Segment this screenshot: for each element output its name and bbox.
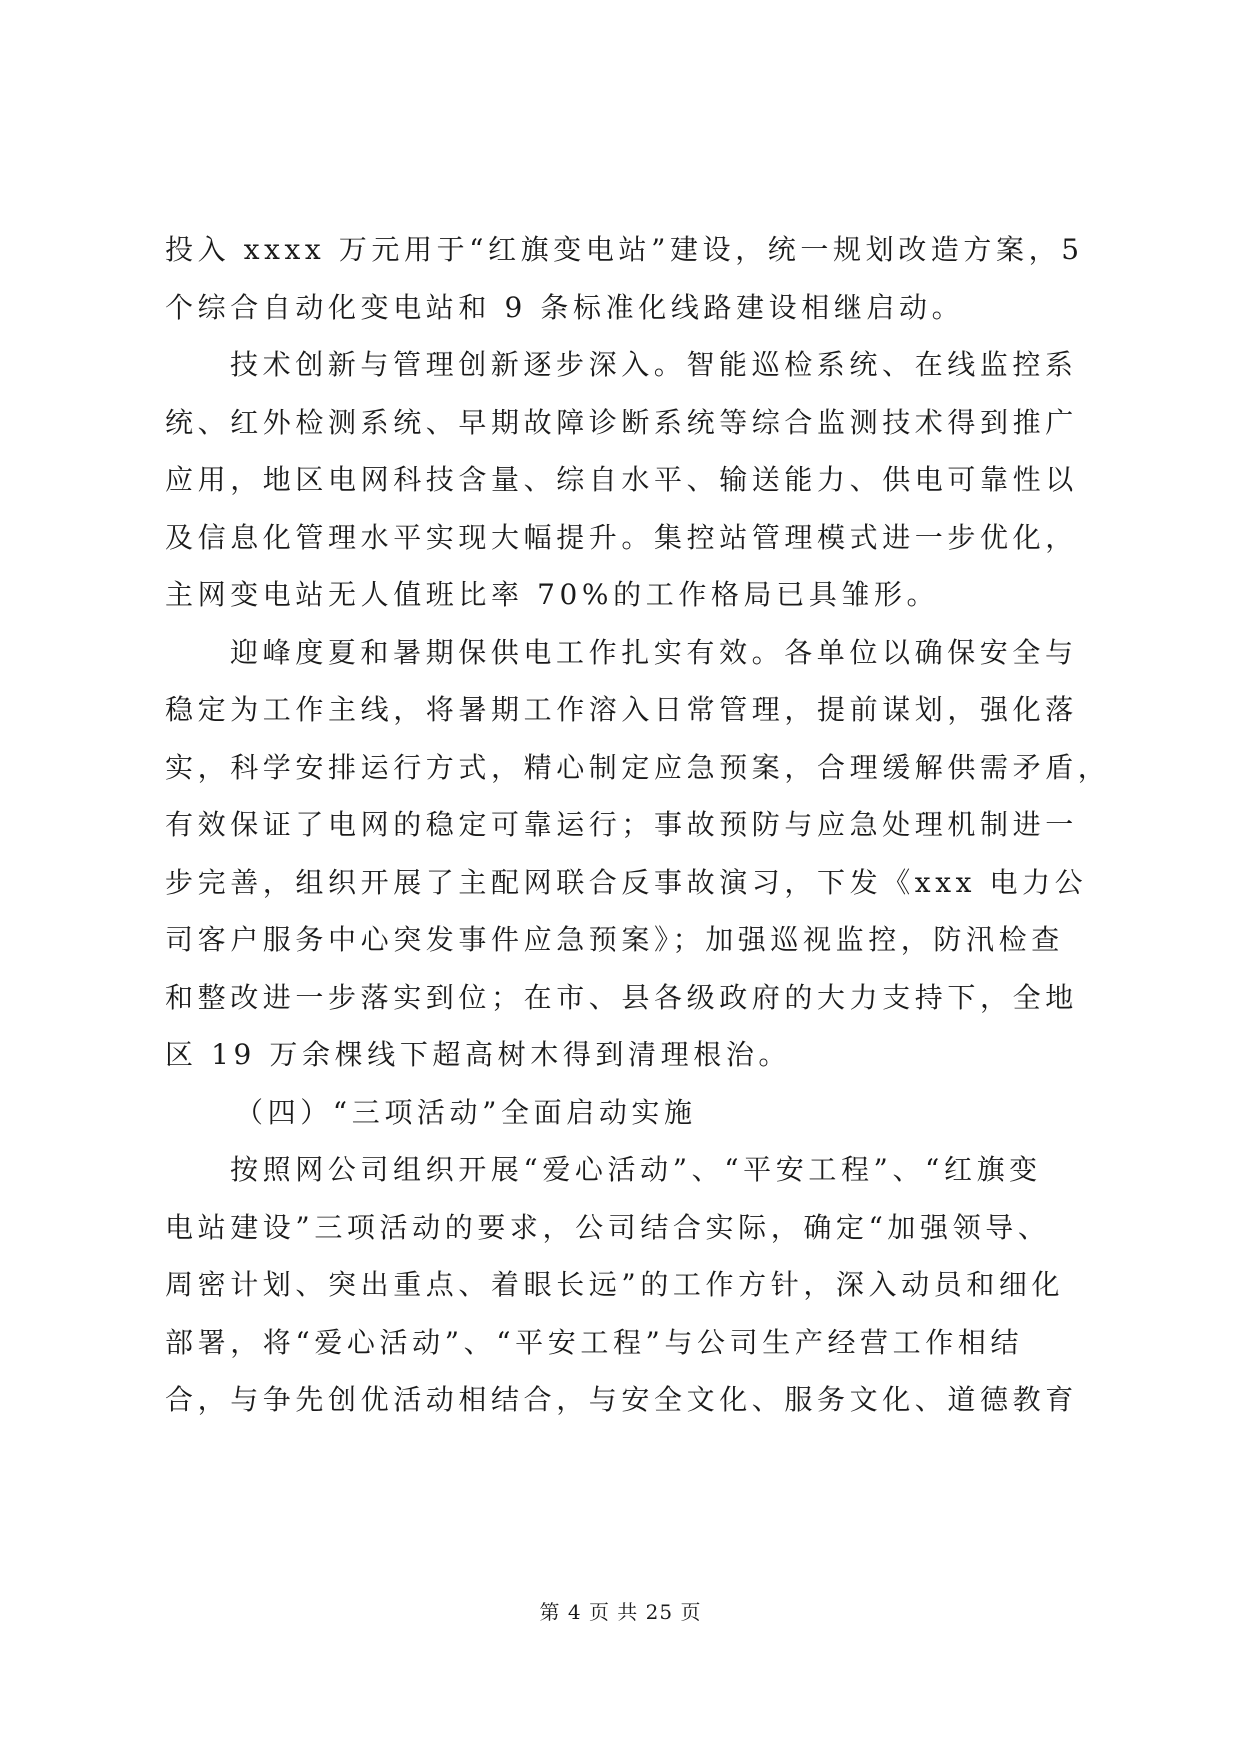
section-heading: （四）“三项活动”全面启动实施	[235, 1096, 697, 1129]
text-line: 迎峰度夏和暑期保供电工作扎实有效。各单位以确保安全与	[230, 636, 1078, 669]
text-line: 部署，将“爱心活动”、“平安工程”与公司生产经营工作相结	[165, 1326, 1024, 1359]
text-line: 主网变电站无人值班比率 70%的工作格局已具雏形。	[165, 578, 940, 611]
text-line: 区 19 万余棵线下超高树木得到清理根治。	[165, 1038, 792, 1071]
text-line: 司客户服务中心突发事件应急预案》；加强巡视监控，防汛检查	[165, 923, 1064, 956]
text-line: 个综合自动化变电站和 9 条标准化线路建设相继启动。	[165, 291, 965, 324]
text-line: 周密计划、突出重点、着眼长远”的工作方针，深入动员和细化	[165, 1268, 1065, 1301]
text-line: 和整改进一步落实到位；在市、县各级政府的大力支持下，全地	[165, 981, 1078, 1014]
text-line: 有效保证了电网的稳定可靠运行；事故预防与应急处理机制进一	[165, 808, 1078, 841]
text-line: 投入 xxxx 万元用于“红旗变电站”建设，统一规划改造方案，5	[165, 233, 1084, 266]
text-line: 步完善，组织开展了主配网联合反事故演习，下发《xxx 电力公	[165, 866, 1088, 899]
text-line: 技术创新与管理创新逐步深入。智能巡检系统、在线监控系	[230, 348, 1078, 381]
text-line: 按照网公司组织开展“爱心活动”、“平安工程”、“红旗变	[230, 1153, 1042, 1186]
text-line: 电站建设”三项活动的要求，公司结合实际，确定“加强领导、	[165, 1211, 1051, 1244]
text-line: 稳定为工作主线，将暑期工作溶入日常管理，提前谋划，强化落	[165, 693, 1078, 726]
page-number: 第 4 页 共 25 页	[539, 1600, 702, 1624]
text-line: 实，科学安排运行方式，精心制定应急预案，合理缓解供需矛盾，	[165, 751, 1111, 784]
text-line: 统、红外检测系统、早期故障诊断系统等综合监测技术得到推广	[165, 406, 1078, 439]
text-line: 应用，地区电网科技含量、综自水平、输送能力、供电可靠性以	[165, 463, 1078, 496]
text-line: 及信息化管理水平实现大幅提升。集控站管理模式进一步优化，	[165, 521, 1078, 554]
text-line: 合，与争先创优活动相结合，与安全文化、服务文化、道德教育	[165, 1383, 1078, 1416]
